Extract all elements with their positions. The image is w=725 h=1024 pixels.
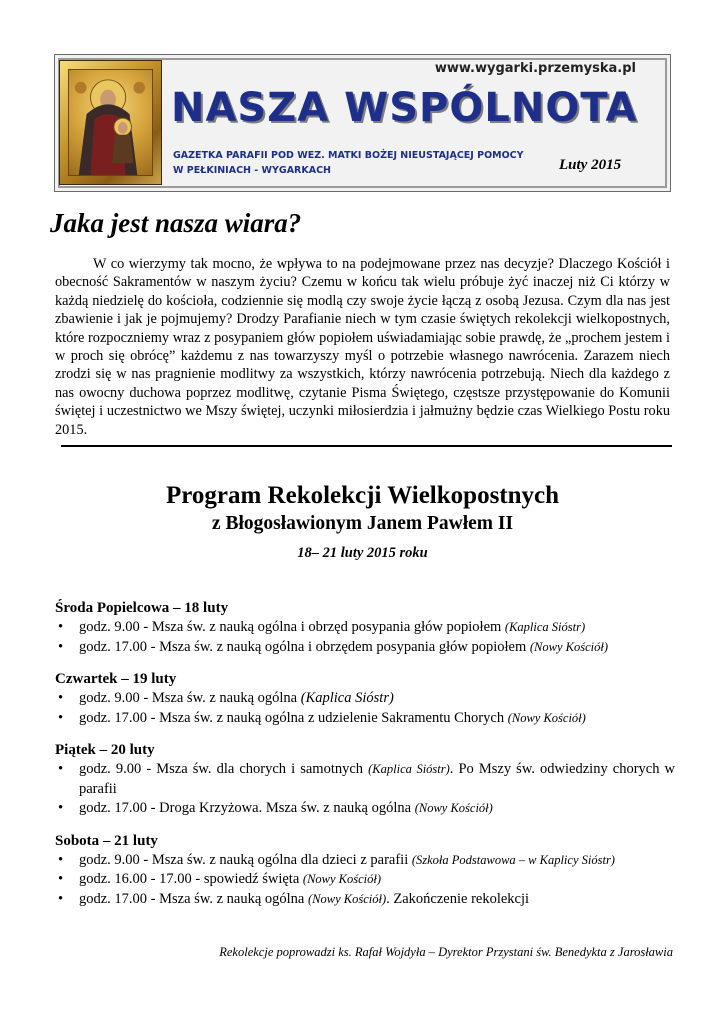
madonna-icon — [59, 60, 162, 185]
article-title: Jaka jest nasza wiara? — [50, 208, 302, 238]
bullet-icon: • — [58, 800, 64, 816]
bullet-icon: • — [58, 709, 64, 726]
item-text: godz. 9.00 - Msza św. z nauką ogólna dla dzieci z parafii — [79, 851, 412, 868]
item-place: (Nowy Kościół) — [302, 872, 382, 886]
day-items — [55, 618, 675, 657]
schedule-item — [55, 799, 675, 819]
masthead-subtitle — [173, 148, 524, 178]
schedule-item — [55, 709, 675, 729]
item-text: godz. 17.00 - Msza św. z nauką ogólna z udzielenie Sakramentu Chorych — [79, 709, 508, 726]
schedule-day — [55, 832, 675, 910]
bullet-icon: • — [58, 761, 64, 777]
day-items — [55, 760, 675, 819]
item-place: (Kaplica Sióstr) — [300, 690, 394, 706]
item-place: (Nowy Kościół) — [507, 710, 586, 725]
bullet-icon: • — [58, 851, 64, 868]
bullet-icon: • — [58, 690, 64, 706]
item-place: (Nowy Kościół) — [414, 801, 493, 815]
item-text: godz. 9.00 - Msza św. z nauką ogólna — [79, 690, 301, 706]
schedule-item — [55, 851, 675, 871]
item-after: . Po Mszy św. odwiedziny chorych w parafii — [79, 761, 676, 797]
item-place: (Szkoła Podstawowa – w Kaplicy Sióstr) — [411, 852, 615, 867]
bullet-icon: • — [58, 638, 64, 655]
schedule-item — [55, 890, 675, 910]
item-text: godz. 17.00 - Msza św. z nauką ogólna i obrzędem posypania głów popiołem — [79, 638, 530, 655]
item-place: (Nowy Kościół) — [529, 639, 608, 654]
item-text: godz. 17.00 - Msza św. z nauką ogólna — [79, 890, 308, 907]
program-title: Program Rekolekcji Wielkopostnych — [165, 482, 560, 509]
item-text: godz. 9.00 - Msza św. z nauką ogólna i obrzęd posypania głów popiołem — [79, 619, 505, 635]
day-heading: Środa Popielcowa – 18 luty — [55, 600, 229, 616]
schedule-day — [55, 741, 675, 819]
schedule-day — [55, 670, 675, 728]
section-divider — [61, 445, 672, 447]
article-body: W co wierzymy tak mocno, że wpływa to na podejmowane przez nas decyzje? Dlaczego Kościół i obecność Sakramentów w naszym życiu? Czemu w końcu tak wielu próbuje żyć inaczej niż Ci którzy w każdą niedzielę do kościoła, codziennie się modlą czy swoje życie łączą z osobą Jezusa. Czym dla nas jest zbawienie i jak je pojmujemy? Drodzy Parafianie niech w tym czasie świętych rekolekcji wielkopostnych, które rozpoczniemy wraz z posypaniem głów popiołem uświadamiając sobie prawdę, że „prochem jestem i w proch się obrócę” każdemu z nas towarzyszy myśl o potrzebie własnego nawrócenia. Zarazem niech zrodzi się w nas pragnienie modlitwy za wszystkich, którzy nawrócenia potrzebują. Niech dla każdego z nas owocny duchowa poprzez modlitwę, czytanie Pisma Świętego, częstsze przystępowanie do Komunii świętej i uczestnictwo we Mszy świętej, uczynki miłosierdzia i jałmużny będzie czas Wielkiego Postu roku 2015. — [55, 256, 670, 438]
item-place: (Kaplica Sióstr) — [368, 762, 450, 776]
issue-date: Luty 2015 — [559, 157, 622, 173]
item-after: . Zakończenie rekolekcji — [386, 890, 530, 907]
schedule — [55, 599, 675, 922]
website-url[interactable]: www.wygarki.przemyska.pl — [434, 61, 636, 76]
schedule-item — [55, 618, 675, 638]
item-place: (Kaplica Sióstr) — [504, 620, 586, 634]
newsletter-header — [54, 54, 671, 192]
item-text: godz. 16.00 - 17.00 - spowiedź święta — [79, 871, 303, 887]
day-heading: Piątek – 20 luty — [55, 742, 155, 758]
item-text: godz. 9.00 - Msza św. dla chorych i samotnych — [79, 761, 369, 777]
item-place: (Nowy Kościół) — [308, 891, 387, 906]
bullet-icon: • — [58, 619, 64, 635]
schedule-item — [55, 638, 675, 658]
madonna-figure — [69, 70, 152, 175]
program-dates: 18– 21 luty 2015 roku — [297, 545, 428, 561]
item-text: godz. 17.00 - Droga Krzyżowa. Msza św. z nauką ogólna — [79, 800, 415, 816]
schedule-item — [55, 870, 675, 890]
program-subtitle: z Błogosławionym Janem Pawłem II — [211, 513, 514, 534]
day-heading: Czwartek – 19 luty — [55, 671, 177, 687]
bullet-icon: • — [58, 890, 64, 907]
schedule-item — [55, 760, 675, 799]
day-items — [55, 851, 675, 910]
footer-note: Rekolekcje poprowadzi ks. Rafał Wojdyła – Dyrektor Przystani św. Benedykta z Jarosławia — [219, 945, 673, 959]
day-items — [55, 689, 675, 728]
bullet-icon: • — [58, 871, 64, 887]
schedule-item — [55, 689, 675, 709]
schedule-day — [55, 599, 675, 657]
subtitle-line-2: W PEŁKINIACH - WYGARKACH — [173, 165, 332, 176]
day-heading: Sobota – 21 luty — [55, 832, 158, 849]
subtitle-line-1: GAZETKA PARAFII POD WEZ. MATKI BOŻEJ NIEUSTAJĄCEJ POMOCY — [173, 150, 524, 161]
masthead-title: NASZA WSPÓLNOTA — [171, 85, 638, 131]
